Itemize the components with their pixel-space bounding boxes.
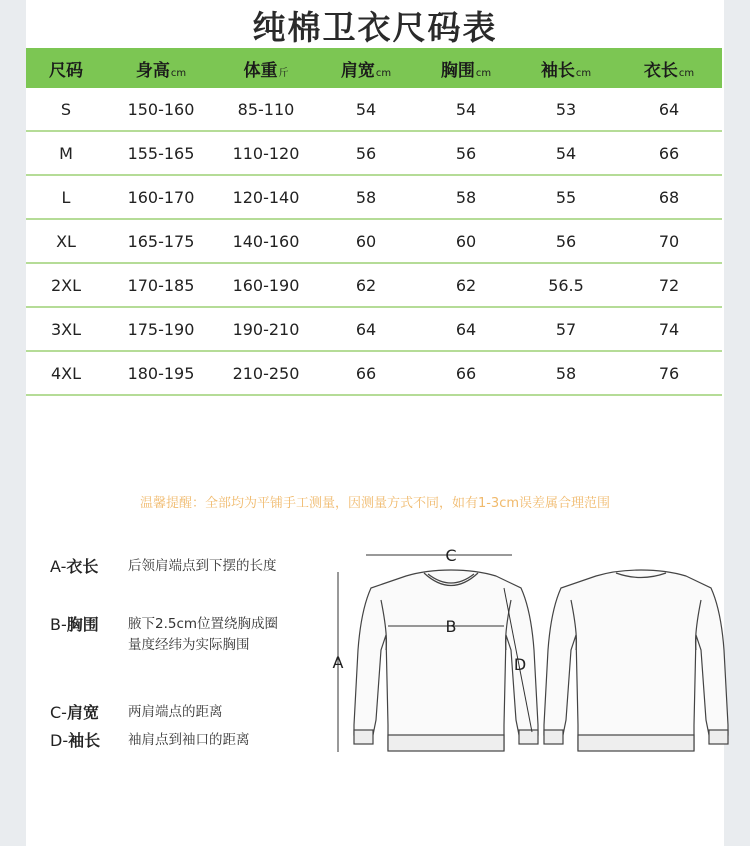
table-cell: 70: [616, 219, 722, 263]
table-cell: 57: [516, 307, 616, 351]
table-cell: 55: [516, 175, 616, 219]
label-b: B: [445, 617, 457, 636]
table-cell: 56: [516, 219, 616, 263]
legend-key: C-肩宽: [50, 703, 99, 722]
header-weight: 体重斤: [216, 48, 316, 88]
table-cell: 155-165: [106, 131, 216, 175]
table-cell: 62: [316, 263, 416, 307]
legend-desc: 腋下2.5cm位置绕胸成圈量度经纬为实际胸围: [128, 616, 279, 653]
table-cell: 54: [416, 88, 516, 131]
table-cell: 120-140: [216, 175, 316, 219]
table-cell: 4XL: [26, 351, 106, 395]
table-row: [26, 88, 722, 131]
header-chest: 胸围cm: [416, 48, 516, 88]
table-row: [26, 351, 722, 395]
table-cell: 58: [416, 175, 516, 219]
measurement-tip: 温馨提醒：全部均为平铺手工测量，因测量方式不同，如有1-3cm误差属合理范围: [139, 496, 611, 511]
table-cell: 85-110: [216, 88, 316, 131]
legend-key: D-袖长: [50, 731, 101, 750]
table-cell: 58: [316, 175, 416, 219]
table-cell: 54: [316, 88, 416, 131]
table-cell: 170-185: [106, 263, 216, 307]
table-row: [26, 307, 722, 351]
table-cell: 64: [416, 307, 516, 351]
table-cell: 180-195: [106, 351, 216, 395]
legend-desc: 后领肩端点到下摆的长度: [128, 558, 277, 574]
header-height: 身高cm: [106, 48, 216, 88]
table-cell: 64: [316, 307, 416, 351]
table-cell: XL: [26, 219, 106, 263]
size-chart-page: [26, 0, 724, 846]
sweatshirt-back-icon: [544, 570, 728, 751]
table-cell: 58: [516, 351, 616, 395]
legend-key: A-衣长: [50, 557, 99, 576]
legend-desc: 两肩端点的距离: [128, 704, 223, 720]
table-cell: 66: [316, 351, 416, 395]
label-d: D: [513, 655, 527, 674]
table-cell: 72: [616, 263, 722, 307]
page-title: 纯棉卫衣尺码表: [252, 8, 498, 47]
table-cell: 190-210: [216, 307, 316, 351]
table-cell: 76: [616, 351, 722, 395]
table-header-row: [26, 48, 722, 88]
table-cell: 60: [416, 219, 516, 263]
sweatshirt-front-icon: [354, 570, 538, 751]
header-size: 尺码: [26, 48, 106, 88]
table-cell: 62: [416, 263, 516, 307]
table-cell: 175-190: [106, 307, 216, 351]
table-cell: 150-160: [106, 88, 216, 131]
table-cell: 54: [516, 131, 616, 175]
table-cell: 53: [516, 88, 616, 131]
table-cell: 66: [416, 351, 516, 395]
table-cell: 110-120: [216, 131, 316, 175]
table-cell: 66: [616, 131, 722, 175]
sweatshirt-diagram: [316, 540, 736, 765]
table-cell: S: [26, 88, 106, 131]
table-cell: 56: [416, 131, 516, 175]
legend-desc: 袖肩点到袖口的距离: [128, 732, 250, 748]
table-row: [26, 219, 722, 263]
table-cell: 56: [316, 131, 416, 175]
table-cell: M: [26, 131, 106, 175]
table-row: [26, 263, 722, 307]
table-cell: 60: [316, 219, 416, 263]
table-cell: 160-190: [216, 263, 316, 307]
table-cell: 74: [616, 307, 722, 351]
header-shoulder: 肩宽cm: [316, 48, 416, 88]
table-cell: 165-175: [106, 219, 216, 263]
label-c: C: [445, 546, 457, 565]
table-cell: 64: [616, 88, 722, 131]
table-cell: L: [26, 175, 106, 219]
table-cell: 3XL: [26, 307, 106, 351]
size-table: [26, 48, 722, 396]
legend-key: B-胸围: [50, 615, 99, 634]
table-row: [26, 131, 722, 175]
table-cell: 2XL: [26, 263, 106, 307]
header-length: 衣长cm: [616, 48, 722, 88]
table-cell: 160-170: [106, 175, 216, 219]
table-cell: 210-250: [216, 351, 316, 395]
table-row: [26, 175, 722, 219]
table-cell: 56.5: [516, 263, 616, 307]
table-cell: 68: [616, 175, 722, 219]
label-a: A: [332, 653, 344, 672]
table-cell: 140-160: [216, 219, 316, 263]
header-sleeve: 袖长cm: [516, 48, 616, 88]
